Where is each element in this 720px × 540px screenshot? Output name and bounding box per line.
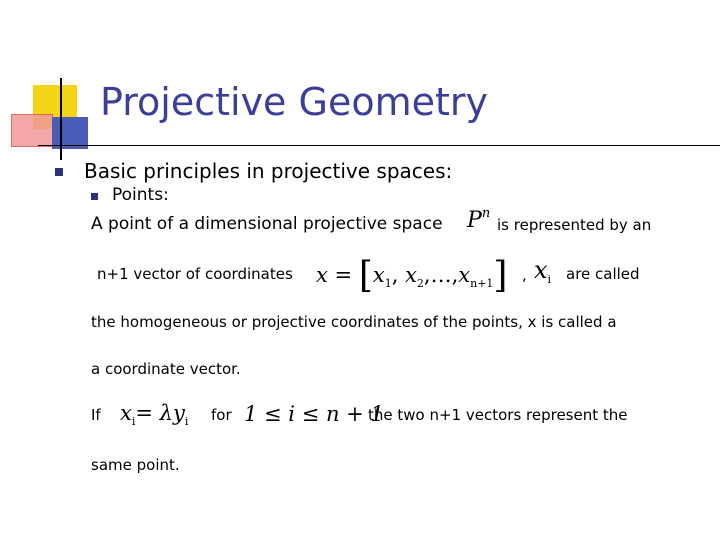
index-range: 1 ≤ i ≤ n + 1 (244, 402, 384, 426)
scaling-equation: $x_i= \lambda y_i$ (120, 401, 189, 428)
line5-if: If (91, 406, 101, 424)
line2-comma: , (522, 266, 527, 284)
main-bullet-text: Basic principles in projective spaces: (84, 159, 453, 183)
projective-space-symbol: $P^n$ (467, 206, 491, 233)
xi-symbol: $x_i$ (534, 256, 552, 286)
line1-tail: is represented by an (497, 216, 652, 234)
line2-tail: are called (566, 265, 640, 283)
sub-bullet-text: Points: (112, 185, 169, 205)
line2-text: n+1 vector of coordinates (97, 265, 293, 283)
coordinate-vector-equation: $x = [x_1$, $x_2,\dots,x_{n+1}$] (316, 255, 508, 296)
decor-vertical-line (60, 78, 62, 160)
line5-tail: the two n+1 vectors represent the (368, 406, 628, 424)
line3-text: the homogeneous or projective coordinates of the points, x is called a (91, 313, 617, 331)
decor-red-square (11, 114, 53, 147)
main-bullet-marker (55, 168, 63, 176)
line5-for: for (211, 406, 232, 424)
line4-text: a coordinate vector. (91, 360, 241, 378)
title-underline (38, 145, 720, 146)
sub-bullet-marker (91, 193, 98, 200)
line1-text: A point of a dimensional projective space (91, 214, 443, 234)
line6-text: same point. (91, 456, 180, 474)
slide-title: Projective Geometry (100, 80, 488, 124)
